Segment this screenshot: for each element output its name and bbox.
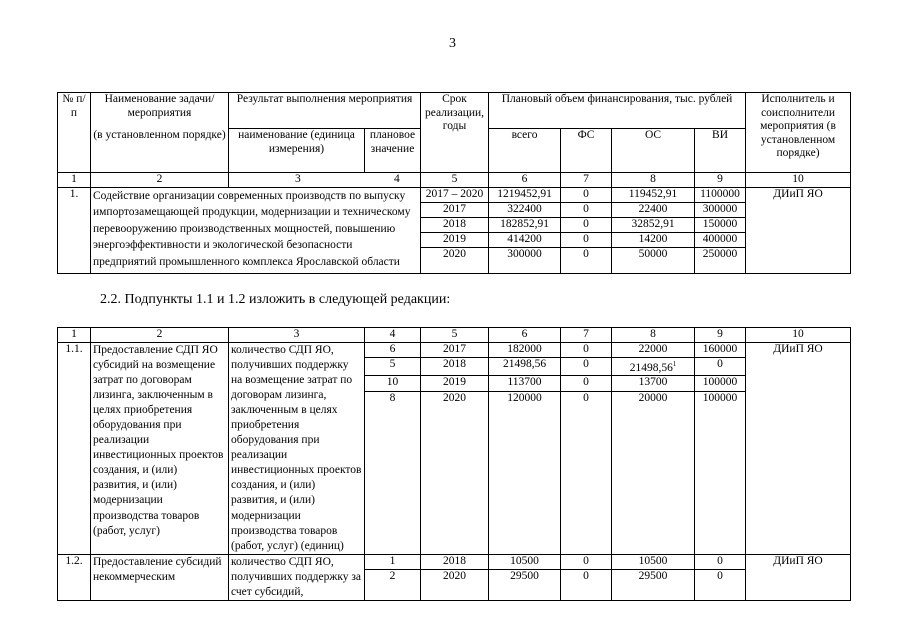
subitem-os: 13700	[612, 376, 695, 391]
row-num: 1.	[58, 187, 91, 273]
col-number: 2	[91, 328, 229, 343]
subitem-total: 182000	[489, 342, 561, 357]
subitem-executor: ДИиП ЯО	[746, 554, 851, 600]
row-os: 50000	[612, 247, 695, 273]
header-fin-vi: ВИ	[695, 129, 746, 173]
col-number-3: 3	[295, 173, 301, 185]
subitem-executor: ДИиП ЯО	[746, 342, 851, 554]
row-fs: 0	[561, 187, 612, 202]
subitem-total: 10500	[489, 554, 561, 569]
header-fin-os: ОС	[612, 129, 695, 173]
row-vi: 250000	[695, 247, 746, 273]
footnote-marker: 1	[672, 359, 677, 368]
subitem-os: 20000	[612, 391, 695, 554]
row-total: 182852,91	[489, 217, 561, 232]
subitem-total: 29500	[489, 570, 561, 601]
subitem-fs: 0	[561, 391, 612, 554]
subitem-vi: 100000	[695, 391, 746, 554]
subitem-fs: 0	[561, 357, 612, 376]
row-os: 22400	[612, 202, 695, 217]
amendment-paragraph: 2.2. Подпункты 1.1 и 1.2 изложить в следующей редакции:	[100, 292, 451, 307]
row-term: 2017	[421, 202, 489, 217]
header-fin-total: всего	[489, 129, 561, 173]
header-result-name: наименование (единица измерения)	[229, 129, 365, 173]
row-os: 119452,91	[612, 187, 695, 202]
col-number: 8	[612, 328, 695, 343]
col-number: 8	[612, 173, 695, 188]
row-term: 2019	[421, 232, 489, 247]
row-fs: 0	[561, 217, 612, 232]
subitem-os-value: 21498,56	[629, 361, 673, 374]
row-total: 300000	[489, 247, 561, 273]
col-number: 6	[489, 328, 561, 343]
subitem-total: 120000	[489, 391, 561, 554]
subitem-fs: 0	[561, 342, 612, 357]
subitem-term: 2017	[421, 342, 489, 357]
col-number: 10	[746, 173, 851, 188]
row-activity-text: Содействие организации современных производств по выпуску импортозамещающей продукции, модернизации и техническому перевооружению производственных мощностей, повышению энергоэффективности и экологической безопасности предприятий промышленного комплекса Ярославской области	[91, 187, 421, 273]
row-fs: 0	[561, 247, 612, 273]
header-finance: Плановый объем финансирования, тыс. рублей	[489, 93, 746, 129]
col-number: 3	[229, 328, 365, 343]
col-number	[229, 173, 421, 188]
subitem-num: 1.1.	[58, 342, 91, 554]
row-vi: 1100000	[695, 187, 746, 202]
col-number: 10	[746, 328, 851, 343]
col-number: 1	[58, 328, 91, 343]
subitem-fs: 0	[561, 376, 612, 391]
subitem-vi: 160000	[695, 342, 746, 357]
row-vi: 400000	[695, 232, 746, 247]
row-fs: 0	[561, 202, 612, 217]
subitem-os: 10500	[612, 554, 695, 569]
col-number: 9	[695, 173, 746, 188]
table-program-activity	[57, 92, 851, 274]
row-total: 322400	[489, 202, 561, 217]
col-number: 9	[695, 328, 746, 343]
row-total: 1219452,91	[489, 187, 561, 202]
subitem-plan: 6	[365, 342, 421, 357]
subitem-vi: 100000	[695, 376, 746, 391]
row-vi: 300000	[695, 202, 746, 217]
subitem-term: 2018	[421, 554, 489, 569]
subitem-result: количество СДП ЯО, получивших поддержку за счет субсидий,	[229, 554, 365, 600]
subitem-total: 113700	[489, 376, 561, 391]
col-number: 7	[561, 173, 612, 188]
subitem-task: Предоставление субсидий некоммерческим	[91, 554, 229, 600]
col-number: 2	[91, 173, 229, 188]
subitem-fs: 0	[561, 554, 612, 569]
subitem-term: 2019	[421, 376, 489, 391]
row-fs: 0	[561, 232, 612, 247]
header-result: Результат выполнения мероприятия	[229, 93, 421, 129]
col-number: 6	[489, 173, 561, 188]
col-number: 1	[58, 173, 91, 188]
row-executor: ДИиП ЯО	[746, 187, 851, 273]
row-term: 2020	[421, 247, 489, 273]
col-number-4: 4	[394, 173, 400, 185]
subitem-num: 1.2.	[58, 554, 91, 600]
header-task-note: (в установленном порядке)	[91, 129, 229, 173]
row-total: 414200	[489, 232, 561, 247]
subitem-os	[612, 357, 695, 376]
col-number: 5	[421, 173, 489, 188]
subitem-os: 29500	[612, 570, 695, 601]
row-os: 14200	[612, 232, 695, 247]
header-task: Наименование задачи/ мероприятия	[91, 93, 229, 129]
subitem-os: 22000	[612, 342, 695, 357]
row-term: 2017 – 2020	[421, 187, 489, 202]
subitem-term: 2020	[421, 391, 489, 554]
subitem-term: 2020	[421, 570, 489, 601]
subitem-fs: 0	[561, 570, 612, 601]
subitem-task: Предоставление СДП ЯО субсидий на возмещение затрат по договорам лизинга, заключенным в целях приобретения оборудования при реализации инвестиционных проектов создания, и (или) развития, и (или) модернизации производства товаров (работ, услуг)	[91, 342, 229, 554]
header-fin-fs: ФС	[561, 129, 612, 173]
subitem-plan: 10	[365, 376, 421, 391]
subitem-plan: 1	[365, 554, 421, 569]
col-number: 4	[365, 328, 421, 343]
subitem-result: количество СДП ЯО, получивших поддержку на возмещение затрат по договорам лизинга, заключенным в целях приобретения оборудования при реализации инвестиционных проектов создания, и (или) развития, и (или) модернизации производства товаров (работ, услуг) (единиц)	[229, 342, 365, 554]
subitem-term: 2018	[421, 357, 489, 376]
subitem-plan: 2	[365, 570, 421, 601]
header-term: Срок реализации, годы	[421, 93, 489, 173]
table-subitems	[57, 327, 851, 601]
subitem-plan: 5	[365, 357, 421, 376]
col-number: 7	[561, 328, 612, 343]
header-executor: Исполнитель и соисполнители мероприятия (в установленном порядке)	[746, 93, 851, 173]
col-number: 5	[421, 328, 489, 343]
row-os: 32852,91	[612, 217, 695, 232]
header-result-plan: плановое значение	[365, 129, 421, 173]
subitem-vi: 0	[695, 554, 746, 569]
subitem-vi: 0	[695, 357, 746, 376]
subitem-plan: 8	[365, 391, 421, 554]
row-term: 2018	[421, 217, 489, 232]
header-num: № п/п	[58, 93, 91, 173]
subitem-vi: 0	[695, 570, 746, 601]
row-vi: 150000	[695, 217, 746, 232]
page-number: 3	[449, 36, 456, 51]
subitem-total: 21498,56	[489, 357, 561, 376]
